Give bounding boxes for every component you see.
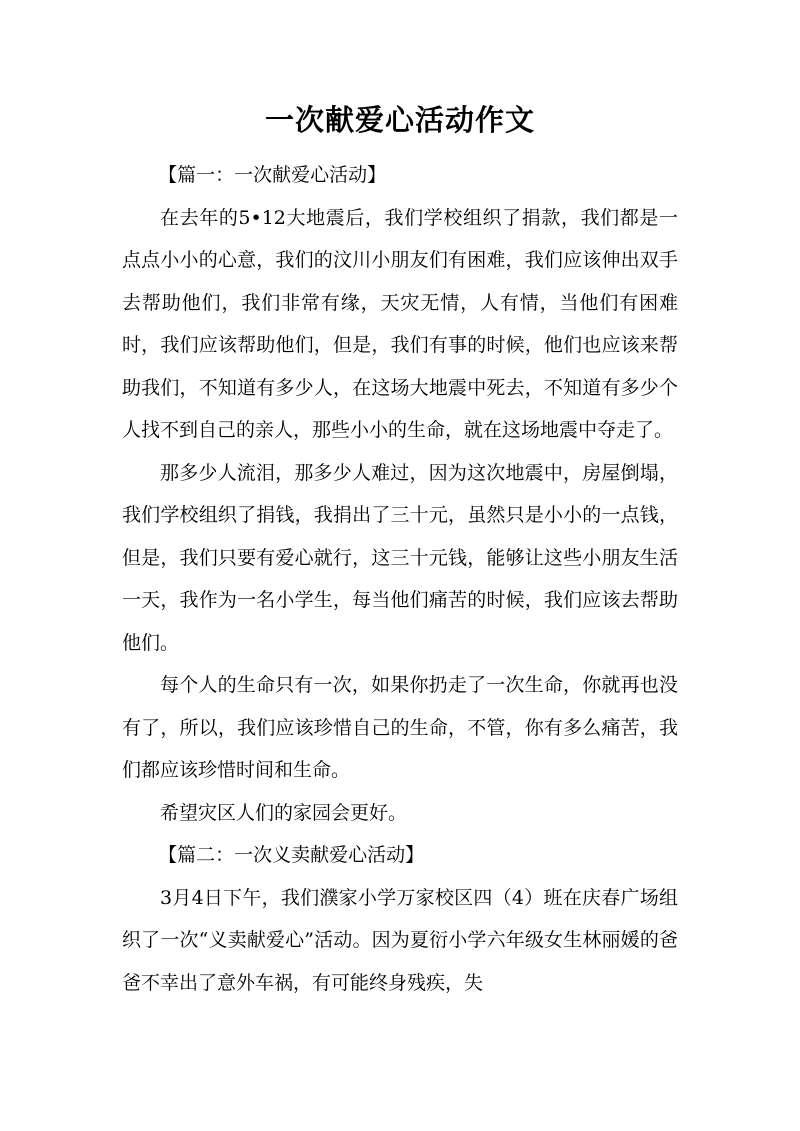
section-heading-2: 【篇二：一次义卖献爱心活动】 bbox=[158, 844, 425, 866]
paragraph-2: 那多少人流泪，那多少人难过，因为这次地震中，房屋倒塌，我们学校组织了捐钱，我捐出了三十元，虽然只是小小的一点钱，但是，我们只要有爱心就行，这三十元钱，能够让这些小朋友生活一天，我作为一名小学生，每当他们痛苦的时候，我们应该去帮助他们。 bbox=[122, 461, 678, 654]
section-heading-1: 【篇一：一次献爱心活动】 bbox=[158, 164, 387, 186]
document-body bbox=[122, 154, 678, 1004]
paragraph-3: 每个人的生命只有一次，如果你扔走了一次生命，你就再也没有了，所以，我们应该珍惜自己的生命，不管，你有多么痛苦，我们都应该珍惜时间和生命。 bbox=[122, 674, 678, 781]
document-title: 一次献爱心活动作文 bbox=[264, 103, 535, 137]
paragraph-5: 3月4日下午，我们濮家小学万家校区四（4）班在庆春广场组织了一次“义卖献爱心”活动。因为夏衍小学六年级女生林丽媛的爸爸不幸出了意外车祸，有可能终身残疾，失 bbox=[122, 886, 678, 994]
paragraph-4: 希望灾区人们的家园会更好。 bbox=[160, 801, 408, 824]
paragraph-1: 在去年的5•12大地震后，我们学校组织了捐款，我们都是一点点小小的心意，我们的汶川小朋友们有困难，我们应该伸出双手去帮助他们，我们非常有缘，天灾无情，人有情，当他们有困难时，我们应该帮助他们，但是，我们有事的时候，他们也应该来帮助我们，不知道有多少人，在这场大地震中死去，不知道有多少个人找不到自己的亲人，那些小小的生命，就在这场地震中夺走了。 bbox=[122, 206, 678, 441]
